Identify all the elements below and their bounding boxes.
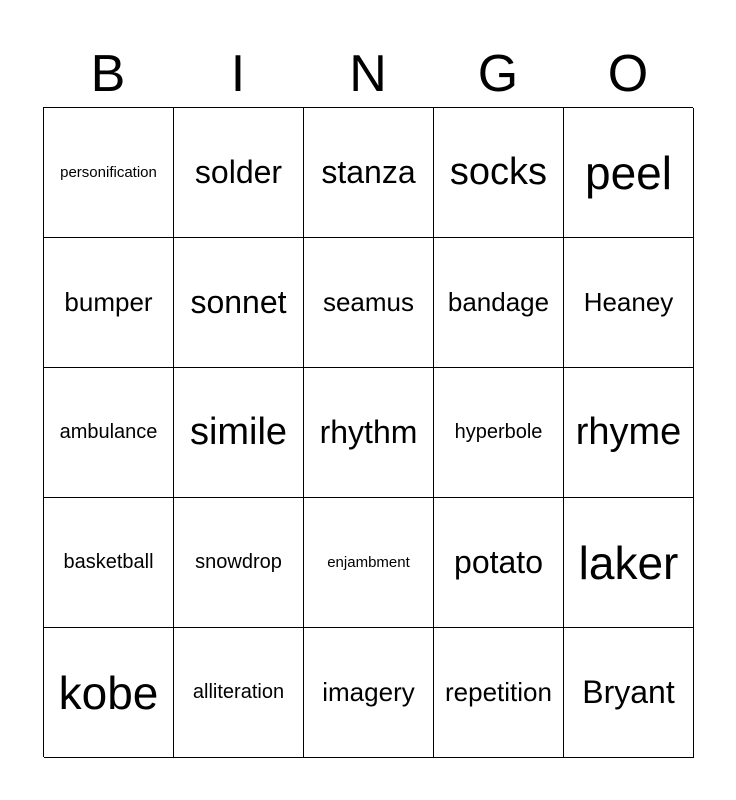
bingo-cell[interactable]: Bryant	[564, 628, 694, 758]
bingo-cell[interactable]: sonnet	[174, 238, 304, 368]
bingo-cell[interactable]: peel	[564, 108, 694, 238]
bingo-cell[interactable]: snowdrop	[174, 498, 304, 628]
bingo-cell[interactable]: imagery	[304, 628, 434, 758]
bingo-cell[interactable]: rhyme	[564, 368, 694, 498]
bingo-cell[interactable]: basketball	[44, 498, 174, 628]
bingo-cell[interactable]: personification	[44, 108, 174, 238]
bingo-cell[interactable]: simile	[174, 368, 304, 498]
header-letter-o: O	[607, 45, 649, 103]
bingo-cell[interactable]: ambulance	[44, 368, 174, 498]
header-letter-n: N	[349, 45, 387, 103]
bingo-cell[interactable]: laker	[564, 498, 694, 628]
bingo-board	[43, 107, 693, 757]
bingo-cell[interactable]: hyperbole	[434, 368, 564, 498]
bingo-cell[interactable]: bandage	[434, 238, 564, 368]
bingo-cell[interactable]: kobe	[44, 628, 174, 758]
header-letter-g: G	[477, 45, 519, 103]
bingo-cell[interactable]: rhythm	[304, 368, 434, 498]
bingo-cell[interactable]: potato	[434, 498, 564, 628]
header-letter-b: B	[90, 45, 126, 103]
bingo-cell[interactable]: socks	[434, 108, 564, 238]
bingo-cell[interactable]: alliteration	[174, 628, 304, 758]
bingo-cell[interactable]: stanza	[304, 108, 434, 238]
bingo-cell[interactable]: seamus	[304, 238, 434, 368]
bingo-header	[43, 40, 693, 108]
bingo-cell[interactable]: bumper	[44, 238, 174, 368]
bingo-cell[interactable]: repetition	[434, 628, 564, 758]
bingo-cell[interactable]: enjambment	[304, 498, 434, 628]
header-letter-i: I	[230, 45, 246, 103]
bingo-cell[interactable]: solder	[174, 108, 304, 238]
bingo-cell[interactable]: Heaney	[564, 238, 694, 368]
